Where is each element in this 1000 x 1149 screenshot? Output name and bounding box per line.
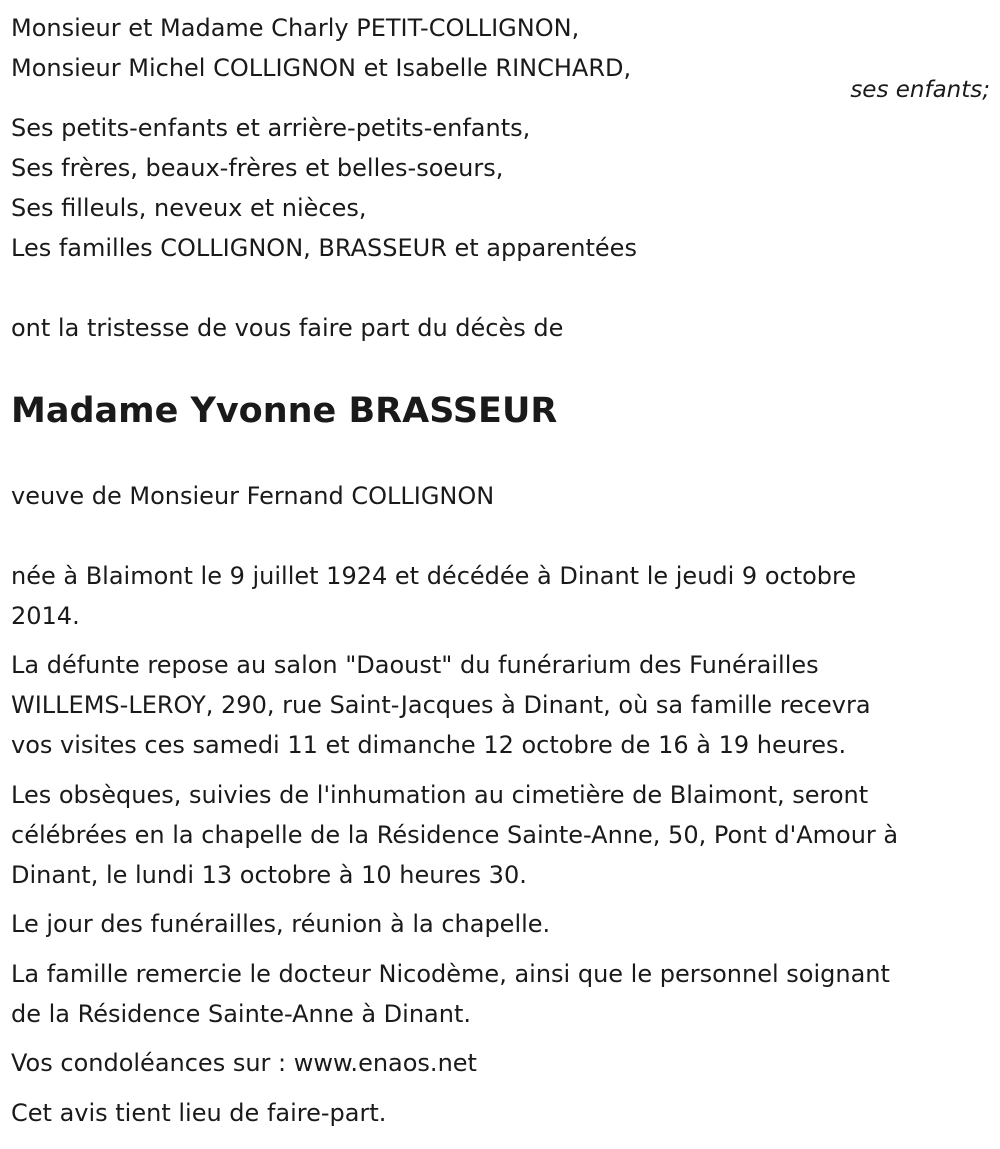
funeral-line-1: Les obsèques, suivies de l'inhumation au cimetière de Blaimont, seront xyxy=(11,781,869,809)
family-line-1: Monsieur et Madame Charly PETIT-COLLIGNON, xyxy=(11,14,580,42)
repose-line-1: La défunte repose au salon "Daoust" du funérarium des Funérailles xyxy=(11,651,819,679)
children-label: ses enfants; xyxy=(850,77,990,103)
funeral-line-3: Dinant, le lundi 13 octobre à 10 heures 30. xyxy=(11,861,527,889)
condolences-text: Vos condoléances sur : www.enaos.net xyxy=(11,1049,477,1077)
deceased-name: Madame Yvonne BRASSEUR xyxy=(11,391,558,431)
birth-death-line-1: née à Blaimont le 9 juillet 1924 et décédée à Dinant le jeudi 9 octobre xyxy=(11,562,857,590)
family-line-5: Ses filleuls, neveux et nièces, xyxy=(11,194,367,222)
family-line-4: Ses frères, beaux-frères et belles-soeurs, xyxy=(11,154,504,182)
family-line-6: Les familles COLLIGNON, BRASSEUR et apparentées xyxy=(11,234,637,262)
birth-death-line-2: 2014. xyxy=(11,602,80,630)
funeral-line-2: célébrées en la chapelle de la Résidence Sainte-Anne, 50, Pont d'Amour à xyxy=(11,821,899,849)
family-line-2: Monsieur Michel COLLIGNON et Isabelle RINCHARD, xyxy=(11,54,632,82)
repose-line-3: vos visites ces samedi 11 et dimanche 12 octobre de 16 à 19 heures. xyxy=(11,731,847,759)
meeting-text: Le jour des funérailles, réunion à la chapelle. xyxy=(11,910,551,938)
announcement-text: ont la tristesse de vous faire part du décès de xyxy=(11,314,564,342)
repose-line-2: WILLEMS-LEROY, 290, rue Saint-Jacques à Dinant, où sa famille recevra xyxy=(11,691,871,719)
notice-text: Cet avis tient lieu de faire-part. xyxy=(11,1099,387,1127)
thanks-line-2: de la Résidence Sainte-Anne à Dinant. xyxy=(11,1000,471,1028)
thanks-line-1: La famille remercie le docteur Nicodème, ainsi que le personnel soignant xyxy=(11,960,890,988)
family-line-3: Ses petits-enfants et arrière-petits-enfants, xyxy=(11,114,531,142)
widow-of-text: veuve de Monsieur Fernand COLLIGNON xyxy=(11,482,495,510)
